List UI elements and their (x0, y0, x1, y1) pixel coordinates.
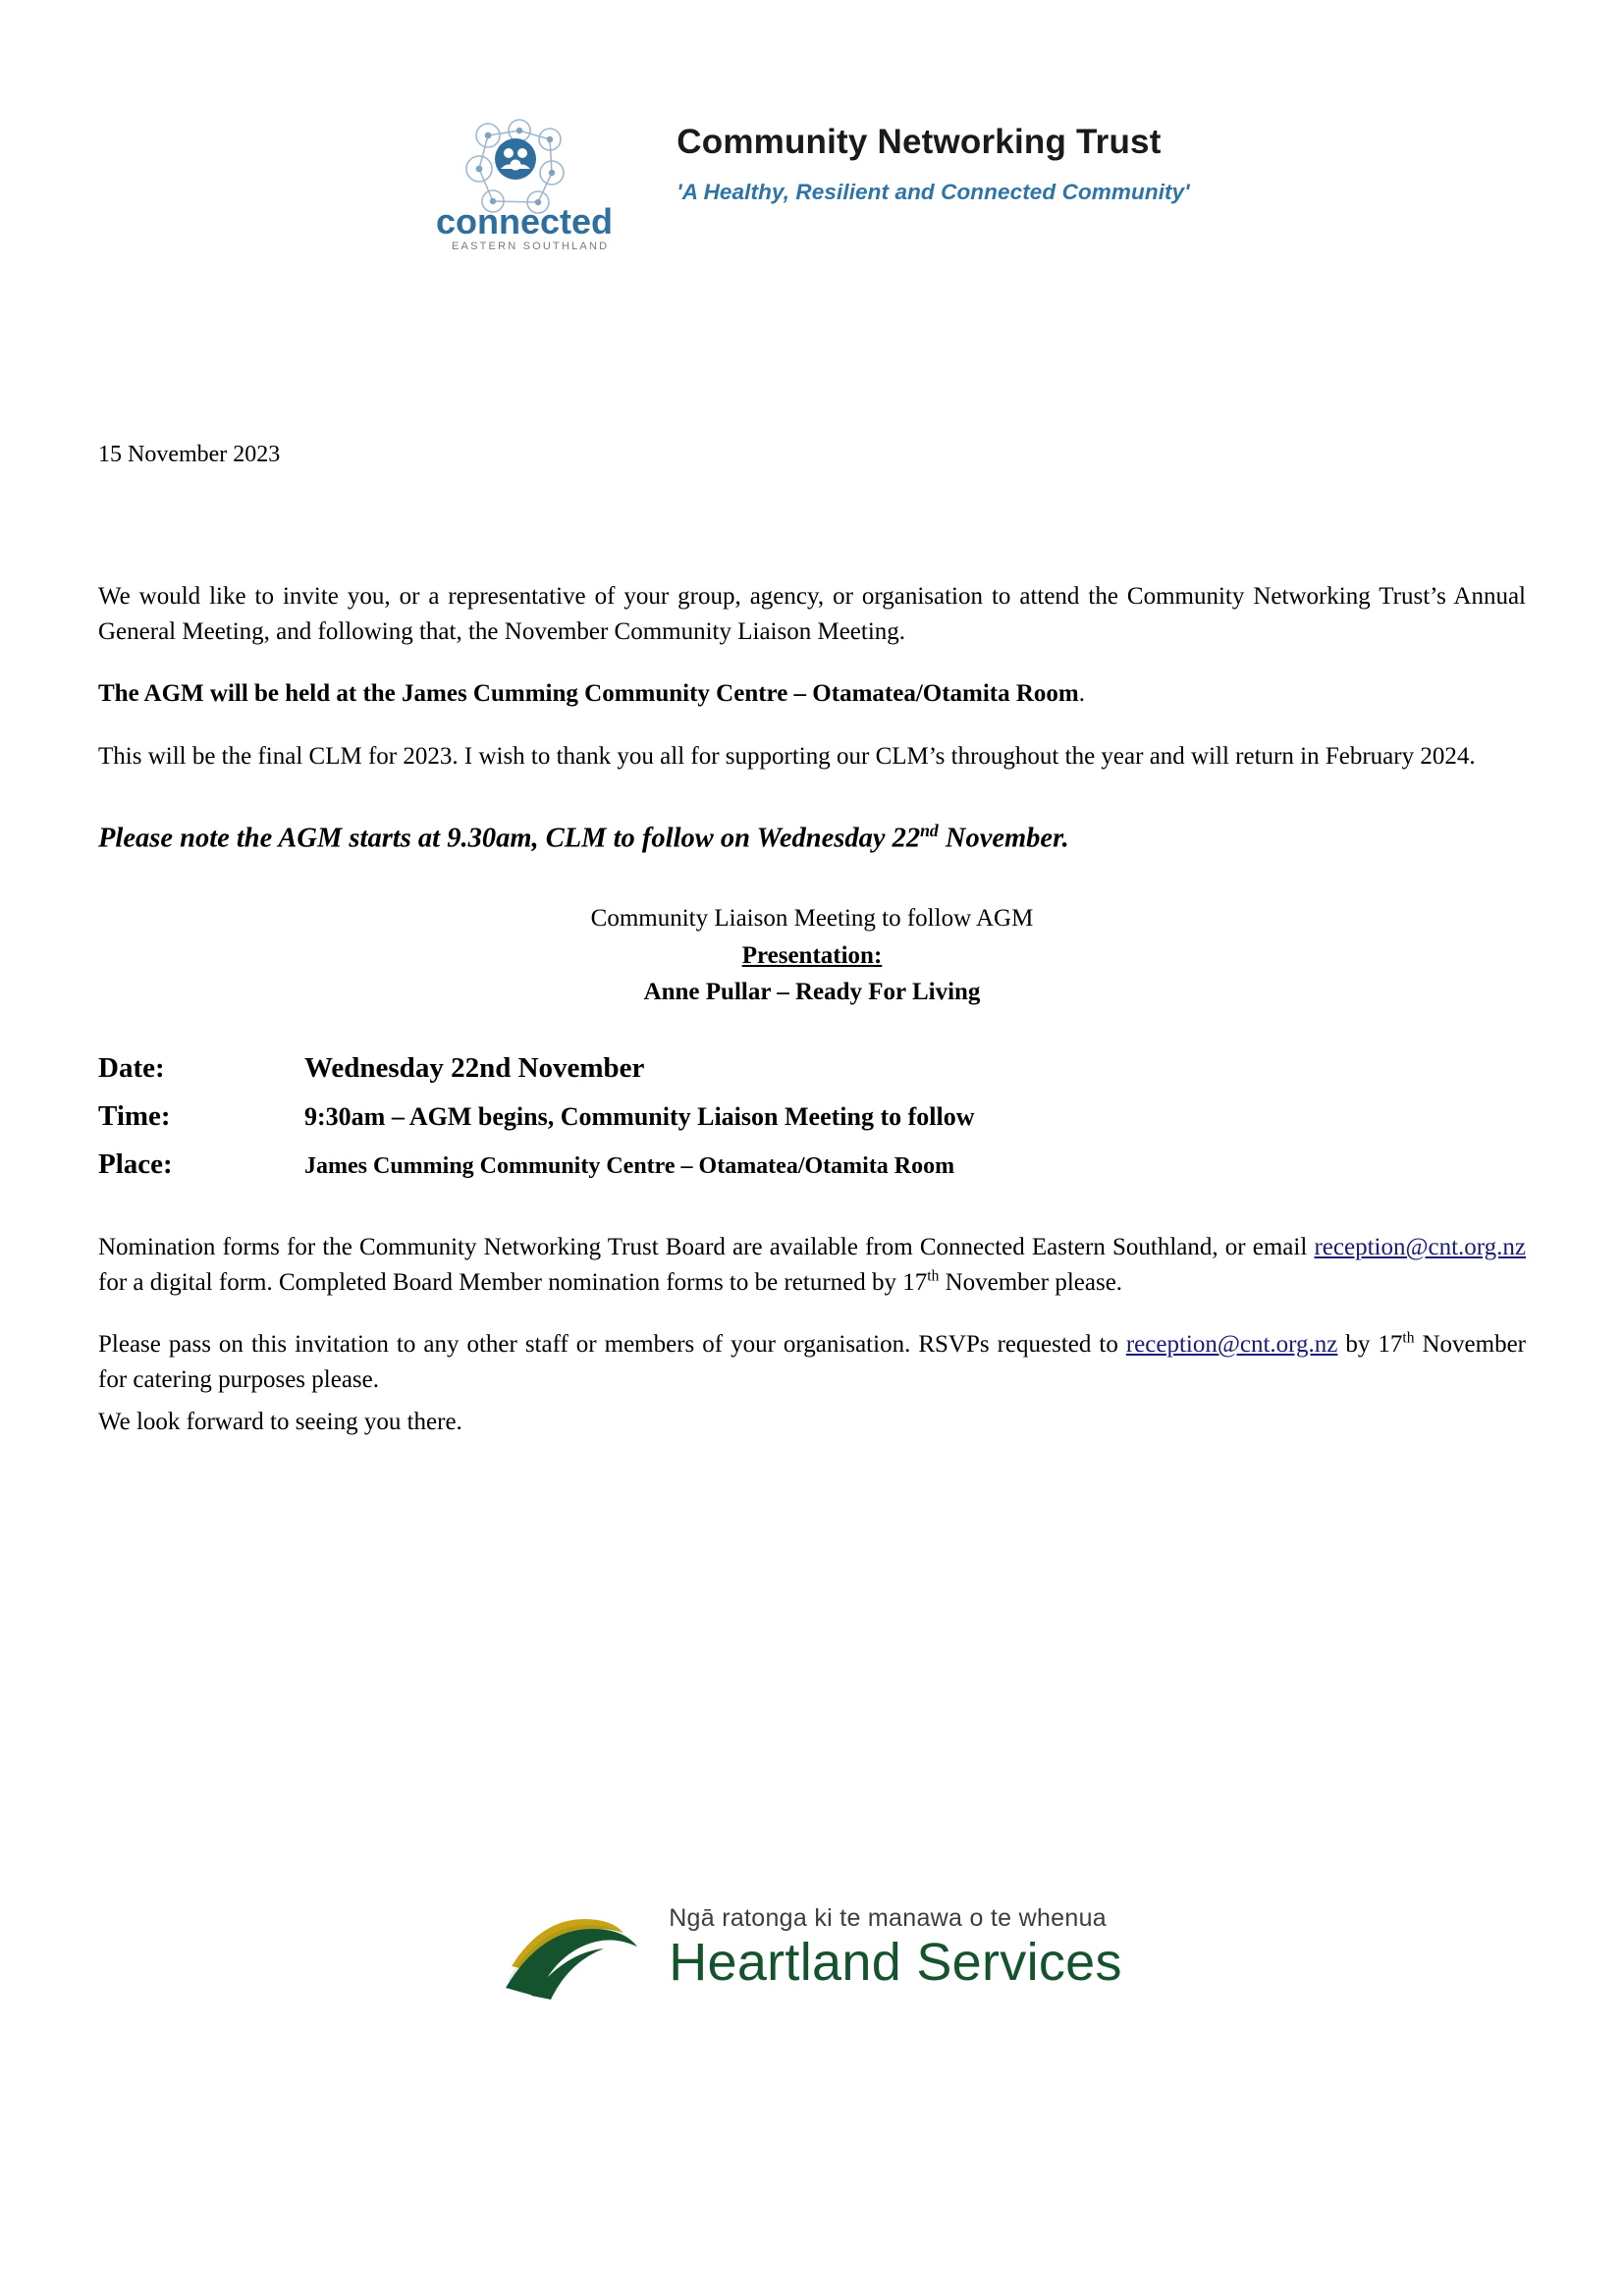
org-name: Community Networking Trust (677, 123, 1162, 161)
nomination-text-1: Nomination forms for the Community Networking Trust Board are available from Connected Eastern Southland, or email (98, 1234, 1315, 1261)
heartland-maori-line: Ngā ratonga ki te manawa o te whenua (669, 1904, 1107, 1933)
detail-label-date: Date: (98, 1051, 165, 1084)
connected-wordmark: connected (436, 201, 614, 241)
connected-eastern-southland-logo (434, 108, 655, 255)
rsvp-email-link[interactable]: reception@cnt.org.nz (1125, 1331, 1338, 1359)
letterhead (98, 0, 1526, 255)
notice-pre: Please note the AGM starts at 9.30am, CLM to follow on Wednesday 22 (98, 823, 921, 854)
table-row (98, 1143, 975, 1191)
heartland-service-name: Heartland Services (669, 1933, 1122, 1993)
nomination-text-2: for a digital form. Completed Board Member nomination forms to be returned by 17 (98, 1268, 928, 1296)
agm-start-notice (98, 819, 1526, 859)
reception-email-link[interactable]: reception@cnt.org.nz (1314, 1234, 1526, 1261)
detail-value-place: James Cumming Community Centre – Otamatea/Otamita Room (304, 1152, 955, 1179)
nomination-text-3: November please. (939, 1268, 1123, 1296)
rsvp-text-2: by 17 (1337, 1331, 1403, 1359)
intro-paragraph: We would like to invite you, or a representative of your group, agency, or organisation to attend the Community Networking Trust’s Annual General Meeting, and following that, the November Community Liaison Meeting. (98, 583, 1526, 645)
detail-label-place: Place: (98, 1148, 173, 1180)
connected-subtext: EASTERN SOUTHLAND (452, 240, 610, 252)
venue-text: The AGM will be held at the James Cumming Community Centre – Otamatea/Otamita Room (98, 680, 1079, 708)
presentation-heading: Presentation: (741, 941, 883, 969)
detail-label-time: Time: (98, 1099, 171, 1132)
event-details-table (98, 1046, 975, 1192)
nomination-paragraph (98, 1230, 1526, 1300)
org-title-block (677, 108, 1189, 205)
rsvp-text-1: Please pass on this invitation to any other staff or members of your organisation. RSVPs requested to (98, 1331, 1126, 1359)
closing-line: We look forward to seeing you there. (98, 1409, 462, 1436)
notice-ordinal: nd (920, 821, 939, 841)
rsvp-ordinal: th (1402, 1329, 1415, 1347)
final-clm-paragraph: This will be the final CLM for 2023. I wish to thank you all for supporting our CLM’s throughout the year and will return in February 2024. (98, 742, 1476, 770)
detail-value-date: Wednesday 22nd November (304, 1051, 645, 1084)
letter-body (98, 438, 1526, 1440)
table-row (98, 1046, 975, 1095)
presenter-name: Anne Pullar – Ready For Living (643, 979, 981, 1006)
heartland-koru-icon (502, 1894, 659, 2002)
notice-post: November. (938, 823, 1069, 854)
org-tagline: 'A Healthy, Resilient and Connected Community' (677, 179, 1190, 204)
venue-period: . (1078, 680, 1086, 708)
detail-value-time: 9:30am – AGM begins, Community Liaison Meeting to follow (304, 1101, 975, 1131)
table-row (98, 1095, 975, 1143)
heartland-text-block (669, 1904, 1122, 1991)
clm-follow-line: Community Liaison Meeting to follow AGM (590, 905, 1034, 933)
rsvp-text-3: November for catering purposes please. (98, 1331, 1526, 1393)
presentation-block (98, 900, 1526, 1011)
rsvp-paragraph (98, 1327, 1526, 1397)
venue-line (98, 676, 1526, 712)
connected-logo-graphic (434, 108, 655, 255)
heartland-services-logo (0, 1894, 1624, 2002)
nomination-ordinal: th (927, 1267, 940, 1285)
letter-date: 15 November 2023 (98, 442, 281, 467)
